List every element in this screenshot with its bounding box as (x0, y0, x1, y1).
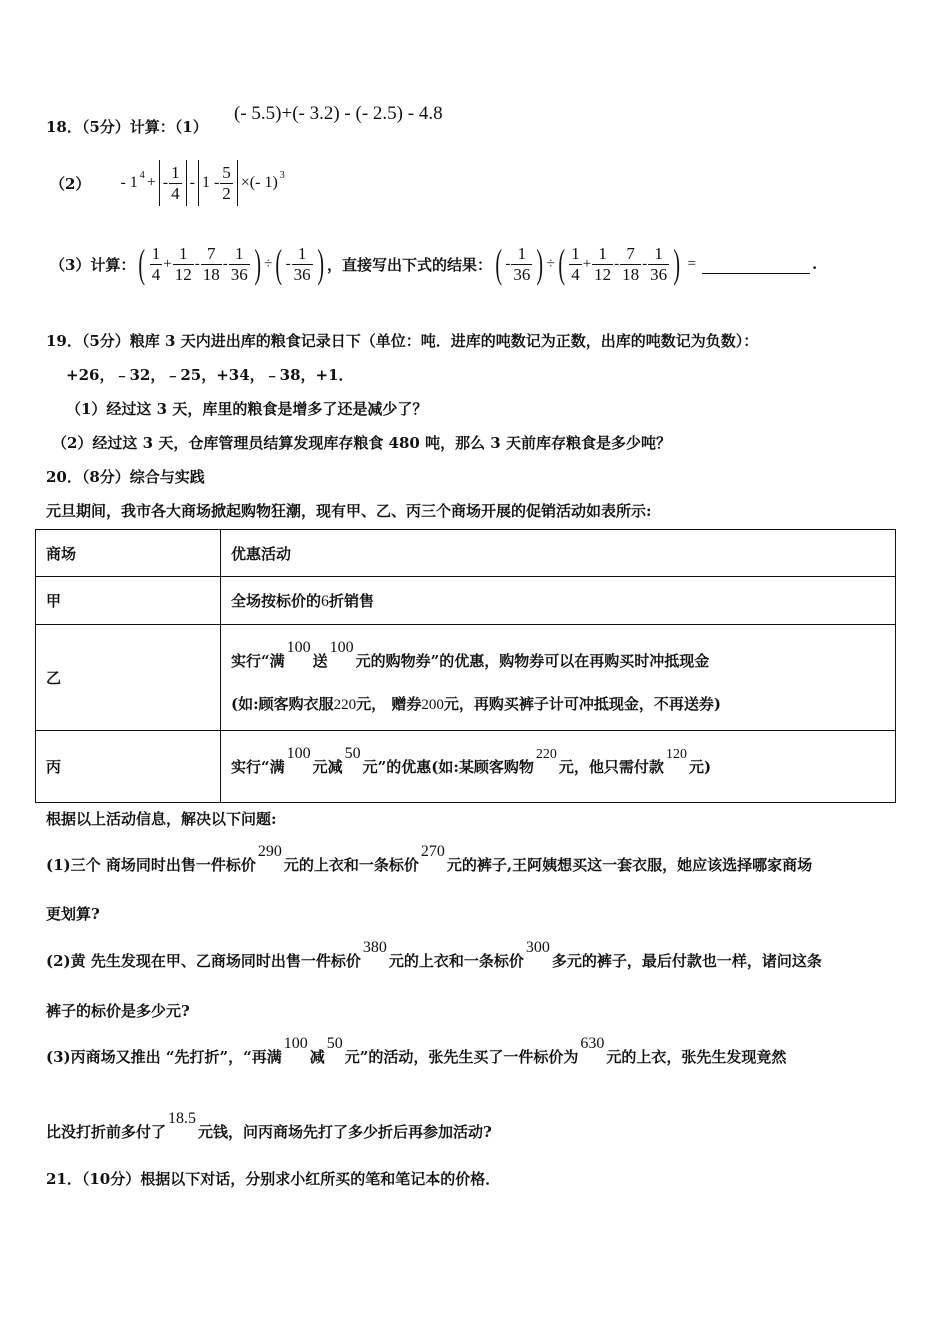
part-text: 元的裤子,王阿姨想买这一套衣服，她应该选择哪家商场 (446, 856, 813, 874)
part-number: 50 (326, 1035, 343, 1052)
frac-1-12 (592, 244, 613, 285)
store-jia: 甲 (36, 577, 221, 625)
q20-part2-cont: 裤子的标价是多少元? (46, 1002, 190, 1020)
part-text: 元的上衣，张先生发现竟然 (606, 1048, 787, 1066)
promo-text: 元，再购买裤子计可冲抵现金，不再送券) (443, 694, 721, 713)
op-minus: - (505, 255, 511, 272)
q18-p3-mid: ，直接写出下式的结果： (326, 255, 492, 274)
promo-number: 50 (344, 745, 361, 762)
q18-p2-one: 1 - (201, 174, 220, 191)
frac-numerator: 1 (235, 243, 244, 263)
q20-part1 (46, 843, 813, 875)
q18-p2-tail-exp: 3 (279, 169, 285, 181)
promo-text: 元，他只需付款 (558, 758, 664, 776)
part-number: 18.5 (168, 1110, 197, 1127)
op-minus: - (285, 255, 291, 272)
promo-text: 元， 赠券 (356, 694, 422, 713)
frac-1-36 (292, 244, 313, 285)
q18-part3 (50, 242, 817, 286)
q18-expr1: (- 5.5)+(- 3.2) - (- 2.5) - 4.8 (234, 103, 443, 124)
promo-yi (221, 625, 896, 731)
q18-p2-frac1-sign: - (162, 174, 169, 191)
frac-denominator: 4 (571, 264, 580, 284)
frac-1-36 (648, 244, 669, 285)
table-row (36, 625, 896, 731)
q18-p2-a-exp: 4 (139, 169, 145, 181)
promo-jia (221, 577, 896, 625)
frac-numerator: 7 (207, 243, 216, 263)
paren-open: ( (558, 241, 565, 286)
part-number: 290 (257, 843, 282, 860)
paren-close: ) (254, 241, 261, 286)
frac-numerator: 1 (151, 243, 161, 263)
op-minus: - (614, 255, 620, 272)
frac-denominator: 36 (513, 264, 531, 284)
frac-1-36 (229, 244, 250, 285)
paren-close: ) (316, 241, 324, 286)
promo-text: (如:顾客购衣服 (231, 694, 334, 713)
op-equals: = (687, 255, 696, 272)
frac-denominator: 12 (174, 264, 192, 284)
promo-text: 元) (688, 758, 712, 776)
q20-solve: 根据以上活动信息，解决以下问题: (46, 810, 277, 828)
q18-p2-plus: + (146, 174, 156, 191)
q20-part3 (46, 1035, 787, 1067)
promo-number: 120 (665, 747, 687, 762)
promo-text: 折销售 (329, 592, 375, 610)
q18-p2-tail: ×(- 1) (240, 174, 278, 191)
q18-p2-frac2 (220, 163, 233, 204)
promo-number: 200 (421, 696, 444, 713)
promo-text: 全场按标价的 (231, 592, 322, 610)
frac-numerator: 1 (171, 162, 180, 182)
promo-number: 100 (329, 638, 354, 656)
op-divide: ÷ (264, 255, 273, 272)
frac-numerator: 1 (517, 243, 527, 263)
table-header-promo: 优惠活动 (221, 530, 896, 577)
part-text: 减 (309, 1048, 325, 1066)
part-number: 380 (362, 939, 387, 956)
part-number: 270 (420, 843, 445, 860)
paren-open: ( (138, 241, 146, 286)
promo-yi-line1 (231, 638, 885, 671)
abs-bar-left-2 (198, 160, 199, 206)
paren-open: ( (275, 241, 283, 286)
frac-denominator: 4 (151, 264, 161, 284)
part-text: 元的上衣和一条标价 (388, 952, 524, 970)
frac-denominator: 36 (230, 264, 248, 284)
frac-7-18 (201, 244, 222, 285)
paren-open: ( (495, 241, 502, 286)
q18-p3-end: . (811, 255, 818, 273)
table-row (36, 731, 896, 803)
frac-denominator: 36 (650, 264, 668, 284)
frac-denominator: 4 (171, 183, 180, 203)
promo-text: 元减 (312, 758, 343, 776)
answer-blank (702, 255, 810, 274)
frac-numerator: 5 (222, 162, 231, 182)
q20-part2 (46, 939, 822, 971)
frac-numerator: 1 (654, 243, 663, 263)
promo-number: 100 (286, 638, 311, 656)
part-text: 比没打折前多付了 (46, 1123, 167, 1141)
frac-1-12 (173, 244, 194, 285)
q19-sub2: （2）经过这 3 天，仓库管理员结算发现库存粮食 480 吨，那么 3 天前库存粮食是多少吨？ (52, 434, 671, 452)
frac-denominator: 36 (293, 264, 311, 284)
promo-text: 元的购物券”的优惠，购物券可以在再购买时冲抵现金 (355, 651, 710, 670)
abs-bar-left-1 (159, 160, 160, 206)
frac-numerator: 1 (179, 243, 188, 263)
frac-numerator: 1 (571, 243, 580, 263)
frac-numerator: 7 (626, 243, 635, 263)
promo-yi-line2 (231, 693, 885, 714)
q18-p2-frac1 (169, 163, 182, 204)
q20-title: 20．（8分）综合与实践 (46, 468, 205, 486)
promo-number: 6 (321, 593, 330, 610)
paren-close: ) (673, 241, 681, 286)
table-header-store: 商场 (36, 530, 221, 577)
op-minus: - (642, 255, 648, 272)
part-text: (1)三个 商场同时出售一件标价 (46, 856, 256, 874)
table-row (36, 530, 896, 577)
part-number: 300 (525, 939, 550, 956)
op-minus: - (222, 255, 228, 272)
frac-1-4 (150, 244, 163, 285)
op-plus: + (582, 255, 592, 272)
part-text: 元的上衣和一条标价 (283, 856, 419, 874)
frac-denominator: 12 (594, 264, 612, 284)
promo-table (35, 529, 896, 803)
table-row (36, 577, 896, 625)
promo-bing (221, 731, 896, 803)
part-text: (3)丙商场又推出 “先打折”，“再满 (46, 1048, 282, 1066)
abs-bar-right-2 (237, 160, 238, 206)
q18-title (46, 116, 208, 137)
q18-p2-a: - 1 (120, 174, 138, 191)
q20-part1-cont: 更划算? (46, 905, 100, 923)
promo-number: 220 (333, 696, 357, 713)
part-text: 元钱，问丙商场先打了多少折后再参加活动? (198, 1123, 492, 1141)
op-minus: - (194, 255, 200, 272)
q18-p2-label: （2） (50, 174, 91, 193)
q21-title: 21．（10分）根据以下对话，分别求小红所买的笔和笔记本的价格． (46, 1170, 501, 1188)
q18-label: 18．（5分）计算：（1） (46, 118, 208, 136)
q19-sub1: （1）经过这 3 天，库里的粮食是增多了还是减少了？ (66, 400, 428, 418)
frac-denominator: 2 (222, 183, 231, 203)
part-number: 100 (283, 1035, 308, 1052)
paren-close: ) (536, 241, 544, 286)
promo-number: 100 (286, 745, 311, 762)
q20-intro: 元旦期间，我市各大商场掀起购物狂潮，现有甲、乙、丙三个商场开展的促销活动如表所示: (46, 502, 652, 520)
q19-title: 19．（5分）粮库 3 天内进出库的粮食记录日下（单位：吨．进库的吨数记为正数，出库的吨数记为负数）： (46, 332, 759, 350)
q19-records: +26，﹣32，﹣25，+34，﹣38，+1． (66, 366, 354, 384)
promo-text: 送 (312, 651, 328, 670)
store-yi: 乙 (36, 625, 221, 731)
part-text: 多元的裤子，最后付款也一样，诸问这条 (551, 952, 822, 970)
promo-number: 220 (535, 747, 557, 762)
frac-numerator: 1 (598, 243, 607, 263)
abs-bar-right-1 (186, 160, 187, 206)
frac-1-4 (569, 244, 582, 285)
q18-p2-minus: - (189, 174, 195, 191)
frac-denominator: 18 (202, 264, 220, 284)
promo-text: 实行“满 (231, 651, 285, 670)
promo-text: 实行“满 (231, 758, 285, 776)
frac-denominator: 18 (622, 264, 640, 284)
op-plus: + (163, 255, 172, 272)
part-text: 元”的活动，张先生买了一件标价为 (344, 1048, 579, 1066)
frac-7-18 (620, 244, 641, 285)
part-text: (2)黄 先生发现在甲、乙商场同时出售一件标价 (46, 952, 361, 970)
q20-part3-cont (46, 1110, 492, 1142)
q18-p3-label: （3）计算： (50, 255, 136, 274)
part-number: 630 (580, 1035, 605, 1052)
frac-numerator: 1 (297, 243, 307, 263)
q18-part2 (50, 160, 287, 206)
op-divide: ÷ (546, 255, 555, 272)
store-bing: 丙 (36, 731, 221, 803)
promo-text: 元”的优惠(如:某顾客购物 (362, 758, 534, 776)
frac-1-36 (511, 244, 532, 285)
